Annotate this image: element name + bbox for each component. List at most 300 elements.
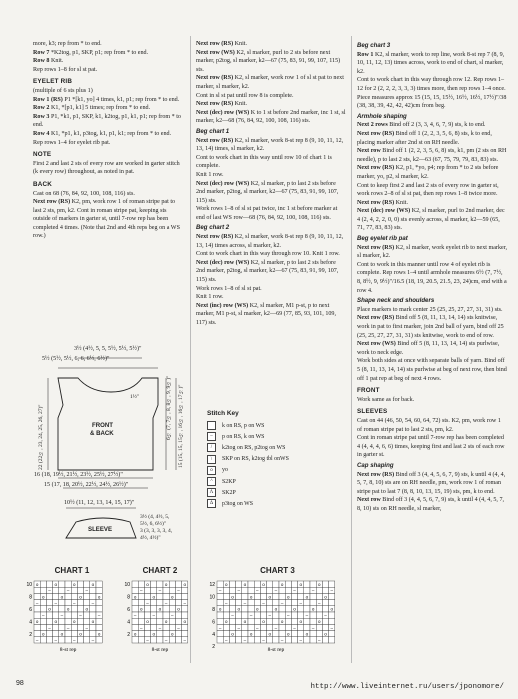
chart-stitch-symbol: o — [231, 594, 234, 600]
chart-stitch-symbol: – — [73, 637, 76, 643]
chart-cell — [34, 624, 40, 630]
stitch-symbol — [207, 421, 216, 430]
paragraph-text: Shape neck and shoulders — [357, 297, 435, 305]
paragraph — [196, 40, 346, 49]
row-label: Next row (RS) — [357, 244, 395, 251]
chart-stitch-symbol: – — [164, 637, 168, 643]
paragraph-text: Rep rows 1–8 for sl st pat. — [33, 66, 98, 73]
paragraph-text: Cast on 44 (46, 50, 54, 60, 64, 72) sts. K2, pm, work row 1 of roman stripe pat to last 2 sts, pm, k2. — [357, 417, 501, 433]
chart-rep-label: 8-st rep — [267, 647, 285, 653]
chart-cell — [71, 631, 77, 637]
chart-cell — [157, 618, 163, 624]
row-label: Row 7 — [33, 49, 50, 56]
chart-cell — [65, 600, 71, 606]
chart-cell — [90, 593, 96, 599]
chart-cell — [223, 612, 229, 618]
chart-stitch-symbol: – — [318, 637, 321, 643]
chart-cell — [96, 624, 102, 630]
chart-stitch-symbol: – — [274, 625, 278, 631]
chart-cell — [175, 631, 181, 637]
chart-stitch-symbol: – — [42, 612, 45, 618]
section-heading — [196, 128, 346, 137]
stitch-symbol: Δ — [207, 499, 216, 508]
chart-cell — [316, 606, 322, 612]
chart-cell — [71, 624, 77, 630]
chart-cell — [40, 581, 46, 587]
chart-cell — [291, 612, 297, 618]
chart-cell — [151, 624, 157, 630]
paragraph-text: Armhole shaping — [357, 112, 407, 120]
chart-stitch-symbol: o — [85, 606, 88, 612]
chart-cell — [273, 618, 279, 624]
chart-cell — [59, 581, 65, 587]
row-label: Next (dec) row (WS) — [196, 180, 250, 187]
stitch-label: SKP on RS, k2tog tbl onWS — [222, 456, 289, 463]
chart-cell — [53, 593, 59, 599]
chart-cell — [242, 593, 248, 599]
chart-cell — [329, 618, 335, 624]
chart-cell — [77, 637, 83, 643]
chart-cell — [236, 600, 242, 606]
chart-cell — [273, 581, 279, 587]
chart-cell — [285, 606, 291, 612]
paragraph-text: K2, sl marker, work 8-st rep 8 (9, 10, 11, 12, 13, 14) times across, sl marker, k2. — [196, 234, 344, 249]
chart-stitch-symbol: – — [48, 625, 51, 631]
chart-cell — [229, 581, 235, 587]
chart-rep-label: 8-st rep — [151, 647, 169, 653]
paragraph-text: (multiple of 6 sts plus 1) — [33, 87, 93, 94]
chart-stitch-symbol: o — [97, 594, 101, 600]
chart-1-grid — [22, 575, 122, 655]
chart-stitch-symbol: – — [318, 600, 321, 606]
paragraph — [33, 160, 183, 177]
paragraph-text: K2, sl marker, M1 p-st, p to next marker, M1 p-st, sl marker, k2—69 (77, 85, 93, 101, 109, 117) sts. — [196, 302, 336, 326]
chart-stitch-symbol: o — [152, 631, 155, 637]
row-label: Next (dec) row (WS) — [357, 208, 411, 215]
chart-cell — [316, 612, 322, 618]
chart-cell — [46, 600, 52, 606]
chart-stitch-symbol: – — [66, 588, 70, 594]
paragraph-text: Rep rows 1–4 for eyelet rib pat. — [33, 139, 111, 146]
chart-1 — [22, 566, 122, 660]
chart-stitch-symbol: o — [146, 581, 149, 587]
bottom-width-1: 16 (18, 19½, 21½, 23½, 25½, 27½)" — [34, 472, 123, 478]
section-heading — [357, 297, 507, 306]
chart-cell — [59, 637, 65, 643]
chart-cell — [182, 587, 188, 593]
paragraph-text: Cont to work chart in this way through row 12. Rep rows 1–12 for 2 (2, 2, 2, 3, 3, 3) times more, then rep rows 1–4 once. Piece measures approx 15 (15, 15, 15½, 16½, 16½, 17½)"/38 (38, 38, 39, 42, 42, 42)cm from beg. — [357, 77, 507, 110]
chart-stitch-symbol: o — [305, 594, 309, 600]
paragraph-text: Bind off 5 (8, 11, 13, 14, 14) sts knitwise, work in pat to first marker, join 2nd ball of yarn, bind off 25 (25, 25, 27, 27, 31, 31) sts knitwise, work to end of row. — [357, 315, 504, 339]
chart-stitch-symbol: – — [158, 588, 162, 594]
row-label: Next (dec) row (WS) — [196, 109, 250, 116]
paragraph-text: Cont in sl st pat until row 8 is complete. — [196, 92, 294, 99]
paragraph — [33, 104, 183, 113]
stitch-key-item — [207, 465, 347, 476]
chart-cell — [223, 606, 229, 612]
body-length-label: 22 (22½, 23, 24, 25, 26, 27)" — [38, 404, 44, 470]
chart-cell — [310, 581, 316, 587]
chart-stitch-symbol: – — [54, 600, 57, 606]
chart-cell — [157, 593, 163, 599]
stitch-key-item — [207, 431, 347, 442]
chart-stitch-symbol: – — [177, 625, 180, 631]
chart-cell — [310, 637, 316, 643]
chart-cell — [84, 600, 90, 606]
section-heading — [196, 224, 346, 233]
chart-row-number: 4 — [212, 631, 215, 638]
chart-cell — [59, 624, 65, 630]
section-heading — [357, 235, 507, 244]
chart-cell — [77, 600, 83, 606]
paragraph — [357, 164, 507, 181]
chart-cell — [84, 637, 90, 643]
chart-cell — [169, 606, 175, 612]
sleeve-cap-1: 3½ (4, 4½, 5, — [140, 514, 170, 520]
paragraph-text: K2, pm, work row 1 of roman stripe pat to last 2 sts, pm, k2. Cont in roman stripe pat, keeping sts outside of markers in garter st, until 7-row rep has been completed 4 times. (Note that 2nd and 4th reps beg on a WS row.) — [33, 199, 180, 240]
stitch-label: SK2P — [222, 489, 236, 496]
chart-cell — [90, 587, 96, 593]
chart-stitch-symbol: o — [262, 619, 265, 625]
paragraph — [33, 40, 183, 49]
chart-cell — [273, 593, 279, 599]
chart-stitch-symbol: – — [249, 612, 253, 618]
paragraph-text: EYELET RIB — [33, 78, 73, 86]
sleeve-cap-4: 4½, 4½)" — [140, 535, 161, 541]
chart-stitch-symbol: – — [60, 612, 64, 618]
chart-cell — [157, 637, 163, 643]
row-label: Next row (RS) — [33, 199, 71, 206]
paragraph — [33, 87, 183, 96]
chart-2-title: CHART 2 — [142, 566, 178, 575]
chart-stitch-symbol: – — [330, 588, 333, 594]
chart-stitch-symbol: o — [171, 594, 174, 600]
paragraph-text: Place markers to mark center 25 (25, 25, 27, 27, 31, 31) sts. — [357, 306, 503, 313]
chart-stitch-symbol: o — [79, 594, 82, 600]
paragraph-text: K2, sl marker, purl to 2 sts before next marker, p2tog, sl marker, k2—67 (75, 83, 91, 99, 107, 115) sts. — [196, 49, 341, 73]
row-label: Row 2 — [33, 105, 50, 112]
chart-stitch-symbol: o — [158, 606, 162, 612]
chart-cell — [169, 618, 175, 624]
paragraph — [196, 233, 346, 250]
chart-stitch-symbol: o — [218, 606, 222, 612]
section-heading — [33, 151, 183, 160]
chart-1-title: CHART 1 — [54, 566, 90, 575]
chart-cell — [322, 618, 328, 624]
chart-cell — [40, 637, 46, 643]
stitch-label: yo — [222, 467, 228, 474]
paragraph — [357, 207, 507, 233]
chart-row-number: 10 — [124, 582, 130, 589]
stitch-key-item — [207, 442, 347, 453]
paragraph-text: Cont to work chart in this way through row 10. Knit 1 row. — [196, 251, 340, 258]
chart-stitch-symbol: – — [164, 600, 168, 606]
chart-stitch-symbol: – — [293, 588, 296, 594]
chart-cell — [132, 600, 138, 606]
chart-cell — [316, 587, 322, 593]
stitch-symbol: Λ — [207, 488, 216, 497]
chart-stitch-symbol: – — [280, 600, 284, 606]
stitch-symbol: – — [207, 432, 216, 441]
chart-cell — [260, 606, 266, 612]
stitch-key-item — [207, 498, 347, 509]
chart-stitch-symbol: o — [91, 581, 95, 587]
chart-cell — [90, 612, 96, 618]
paragraph — [196, 154, 346, 171]
chart-cell — [273, 612, 279, 618]
chart-stitch-symbol: – — [85, 625, 88, 631]
chart-cell — [34, 587, 40, 593]
chart-cell — [223, 587, 229, 593]
chart-cell — [151, 600, 157, 606]
sleeve-cap-2: 5½, 6, 6½)" — [140, 521, 167, 527]
chart-stitch-symbol: o — [299, 619, 302, 625]
chart-cell — [34, 612, 40, 618]
chart-stitch-symbol: – — [183, 600, 186, 606]
chart-cell — [267, 581, 273, 587]
paragraph — [33, 139, 183, 148]
chart-stitch-symbol: – — [79, 612, 82, 618]
paragraph — [357, 314, 507, 340]
chart-cell — [157, 581, 163, 587]
chart-cell — [229, 624, 235, 630]
chart-cell — [65, 581, 71, 587]
chart-cell — [46, 637, 52, 643]
chart-cell — [260, 624, 266, 630]
section-heading — [357, 408, 507, 417]
paragraph — [196, 302, 346, 328]
chart-stitch-symbol: o — [256, 606, 259, 612]
chart-cell — [84, 631, 90, 637]
paragraph — [357, 496, 507, 513]
chart-cell — [169, 581, 175, 587]
chart-row-number: 6 — [29, 607, 32, 613]
chart-row-number: 6 — [127, 607, 130, 613]
chart-stitch-symbol: o — [152, 594, 155, 600]
chart-cell — [46, 593, 52, 599]
paragraph-text: *K2tog, p1, SKP, p1; rep from * to end. — [49, 49, 149, 56]
chart-cell — [169, 587, 175, 593]
chart-stitch-symbol: – — [287, 612, 290, 618]
chart-cell — [260, 587, 266, 593]
chart-cell — [322, 606, 328, 612]
chart-cell — [273, 637, 279, 643]
chart-cell — [138, 637, 144, 643]
chart-cell — [229, 587, 235, 593]
chart-row-number: 2 — [127, 631, 130, 638]
chart-cell — [267, 606, 273, 612]
chart-cell — [316, 631, 322, 637]
paragraph — [196, 74, 346, 91]
chart-stitch-symbol: o — [299, 581, 302, 587]
row-label: Next row (RS) — [357, 199, 395, 206]
chart-cell — [322, 624, 328, 630]
chart-cell — [254, 600, 260, 606]
chart-cell — [279, 587, 285, 593]
chart-stitch-symbol: o — [249, 594, 253, 600]
chart-cell — [217, 593, 223, 599]
chart-stitch-symbol: o — [280, 581, 284, 587]
chart-cell — [322, 637, 328, 643]
chart-stitch-symbol: – — [35, 637, 39, 643]
chart-cell — [285, 624, 291, 630]
paragraph-text: K2, sl marker, purl to 2nd marker, dec 4 (2, 4, 2, 2, 0, 0) sts evenly across, sl marker, k2—59 (65, 71, 77, 83, 83) sts. — [357, 208, 505, 232]
chart-cell — [285, 618, 291, 624]
row-label: Next row — [357, 148, 381, 155]
chart-cell — [163, 587, 169, 593]
chart-cell — [84, 593, 90, 599]
paragraph-text: Work rows 1–8 of sl st pat twice, inc 1 st before marker at end of last WS row—68 (76, 84, 92, 100, 108, 116) sts. — [196, 206, 338, 221]
chart-cell — [285, 637, 291, 643]
chart-cell — [40, 606, 46, 612]
chart-stitch-symbol: – — [85, 588, 88, 594]
row-label: Next row (RS) — [357, 471, 395, 478]
chart-stitch-symbol: o — [305, 631, 309, 637]
column-3 — [357, 40, 507, 513]
chart-stitch-symbol: o — [225, 619, 228, 625]
chart-stitch-symbol: o — [274, 606, 278, 612]
paragraph — [357, 357, 507, 383]
chart-cell — [175, 581, 181, 587]
paragraph-text: K2, sl marker, work eyelet rib to next marker, sl marker, k2. — [357, 244, 508, 260]
paragraph-text: K2, sl marker, work to rep line, work 8-st rep 7 (8, 9, 10, 11, 12, 13) times across, work to end of chart, sl marker, k2. — [357, 51, 505, 75]
paragraph — [33, 113, 183, 130]
chart-stitch-symbol: o — [54, 619, 57, 625]
chart-cell — [163, 606, 169, 612]
chart-cell — [71, 593, 77, 599]
chart-cell — [84, 612, 90, 618]
paragraph-text: Cast on 68 (76, 84, 92, 100, 108, 116) sts. — [33, 190, 135, 197]
chart-stitch-symbol: – — [183, 637, 186, 643]
chart-cell — [40, 624, 46, 630]
paragraph-text: Bind off 5 (8, 11, 13, 14, 14) sts purlwise, work to neck edge. — [357, 341, 500, 356]
chart-cell — [291, 631, 297, 637]
chart-stitch-symbol: o — [324, 631, 327, 637]
chart-cell — [329, 600, 335, 606]
chart-3-grid — [205, 575, 350, 655]
chart-stitch-symbol: o — [146, 619, 149, 625]
chart-cell — [316, 624, 322, 630]
chart-cell — [175, 593, 181, 599]
stitch-key — [207, 410, 347, 510]
section-heading — [33, 78, 183, 87]
chart-stitch-symbol: – — [256, 588, 259, 594]
paragraph-text: SLEEVES — [357, 408, 388, 416]
chart-stitch-symbol: – — [91, 637, 95, 643]
chart-cell — [144, 593, 150, 599]
paragraph-text: Knit 1 row. — [196, 294, 224, 301]
chart-cell — [279, 631, 285, 637]
chart-cell — [53, 612, 59, 618]
chart-stitch-symbol: – — [330, 625, 333, 631]
chart-cell — [254, 581, 260, 587]
row-label: Next row (RS) — [196, 101, 234, 108]
chart-cell — [322, 600, 328, 606]
chart-cell — [151, 587, 157, 593]
chart-row-number: 10 — [26, 582, 32, 589]
chart-cell — [144, 631, 150, 637]
chart-cell — [96, 581, 102, 587]
paragraph-text: K2, sl marker, p to last 2 sts before 2nd marker, p2tog, sl marker, k2—67 (75, 83, 91, 99, 107, 115) sts. — [196, 180, 339, 204]
chart-cell — [182, 631, 188, 637]
chart-stitch-symbol: – — [158, 625, 162, 631]
chart-stitch-symbol: o — [243, 581, 247, 587]
chart-cell — [151, 637, 157, 643]
chart-cell — [298, 631, 304, 637]
chart-stitch-symbol: o — [183, 619, 186, 625]
paragraph — [196, 285, 346, 294]
chart-cell — [254, 612, 260, 618]
chart-stitch-symbol: – — [66, 625, 70, 631]
chart-cell — [291, 581, 297, 587]
chart-row-number: 8 — [29, 594, 32, 601]
chart-cell — [298, 606, 304, 612]
chart-stitch-symbol: – — [218, 588, 222, 594]
row-label: Row 1 (RS) — [33, 96, 63, 103]
chart-cell — [322, 587, 328, 593]
chart-stitch-symbol: o — [225, 581, 228, 587]
chart-cell — [71, 612, 77, 618]
chart-cell — [298, 593, 304, 599]
paragraph-text: Beg chart 1 — [196, 127, 230, 135]
chart-cell — [151, 618, 157, 624]
chart-stitch-symbol: – — [140, 588, 143, 594]
chart-cell — [40, 587, 46, 593]
chart-stitch-symbol: o — [237, 606, 240, 612]
paragraph — [357, 471, 507, 497]
paragraph-text: Bind off 3 (4, 4, 5, 6, 7, 9) sts, k until 4 (4, 4, 5, 7, 8, 10) sts are on RH needle, pm, work row 1 of roman stripe pat to last 7 (8, 8, 10, 13, 15, 19) sts, pm, k to end. — [357, 471, 506, 495]
chart-stitch-symbol: – — [97, 612, 101, 618]
chart-stitch-symbol: o — [60, 594, 64, 600]
chart-cell — [163, 631, 169, 637]
paragraph-text: K2, sl marker, work 8-st rep 8 (9, 10, 11, 12, 13, 14) times, sl marker, k2. — [196, 137, 344, 153]
chart-cell — [157, 631, 163, 637]
paragraph-text: Knit. — [233, 101, 248, 108]
chart-stitch-symbol: o — [66, 606, 70, 612]
paragraph-text: BACK — [33, 180, 52, 188]
chart-cell — [46, 612, 52, 618]
chart-stitch-symbol: – — [311, 625, 315, 631]
chart-cell — [217, 581, 223, 587]
paragraph-text: Bind off 2 (3, 3, 4, 6, 7, 9) sts, k to end. — [387, 122, 486, 129]
chart-stitch-symbol: – — [54, 637, 57, 643]
chart-cell — [267, 618, 273, 624]
paragraph — [357, 199, 507, 208]
chart-cell — [248, 624, 254, 630]
paragraph — [33, 130, 183, 139]
chart-stitch-symbol: – — [237, 625, 240, 631]
paragraph — [357, 244, 507, 261]
stitch-symbol: / — [207, 443, 216, 452]
chart-cell — [96, 606, 102, 612]
chart-2 — [120, 566, 200, 660]
paragraph — [357, 306, 507, 315]
chart-cell — [298, 612, 304, 618]
chart-cell — [34, 593, 40, 599]
chart-cell — [260, 593, 266, 599]
chart-cell — [90, 631, 96, 637]
chart-stitch-symbol: o — [268, 631, 271, 637]
chart-stitch-symbol: o — [164, 619, 168, 625]
paragraph — [196, 109, 346, 126]
paragraph — [357, 396, 507, 405]
chart-cell — [242, 631, 248, 637]
paragraph-text: P1, *k1, p1, SKP, k1, k2tog, p1, k1, p1; rep from * to end. — [33, 113, 181, 129]
chart-cell — [77, 581, 83, 587]
back-label: & BACK — [90, 430, 114, 437]
chart-cell — [242, 624, 248, 630]
row-label: Row 3 — [33, 113, 50, 120]
